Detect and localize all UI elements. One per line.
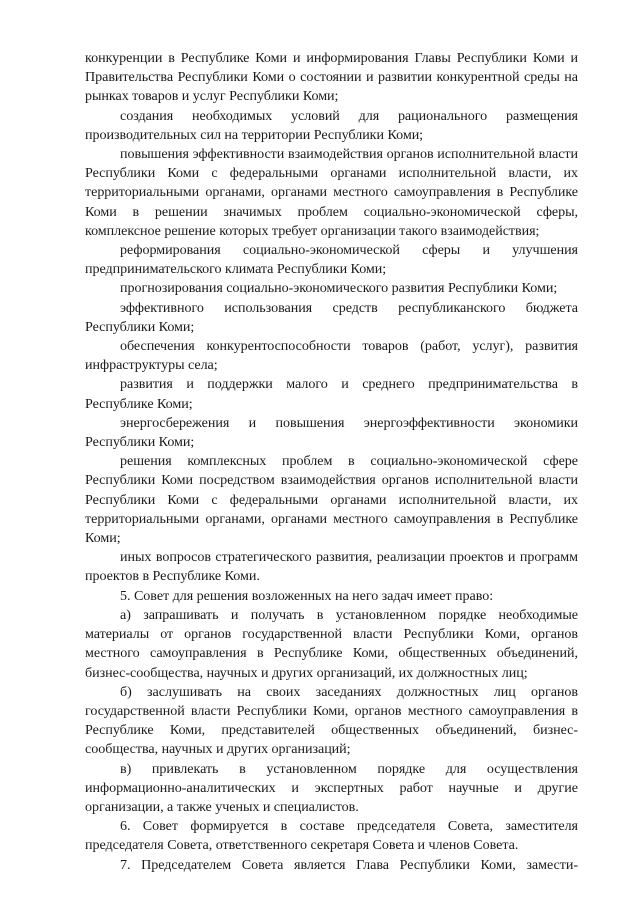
paragraph-item-b: б) заслушивать на своих заседаниях должностных лиц органов государственной власти Республики Коми, органов местного самоуправления в Республике Коми, представителей общественных объединений, бизнес-сообщества, научных и других организаций; (85, 683, 578, 758)
paragraph-complex-problems: решения комплексных проблем в социально-экономической сфере Республики Коми посредством взаимодействия органов исполнительной власти Республики Коми с федеральными органами исполнительной власти, их территориальными органами, органами местного самоуправления в Республике Коми; (85, 453, 578, 547)
paragraph-section-7: 7. Председателем Совета является Глава Республики Коми, замести- (120, 856, 578, 873)
paragraph-item-a: а) запрашивать и получать в установленном порядке необходимые материалы от органов государственной власти Республики Коми, органов местного самоуправления в Республике Коми, общественных объединений, бизнес-сообщества, научных и других организаций, их должностных лиц; (85, 606, 578, 681)
paragraph-section-5: 5. Совет для решения возложенных на него задач имеет право: (120, 587, 494, 604)
paragraph-energy-saving: энергосбережения и повышения энергоэффективности экономики Республики Коми; (85, 414, 578, 451)
paragraph-competitiveness: обеспечения конкурентоспособности товаров (работ, услуг), развития инфраструктуры села; (85, 338, 578, 374)
paragraph-budget-use: эффективного использования средств республиканского бюджета Республики Коми; (85, 299, 578, 335)
paragraph-forecasting: прогнозирования социально-экономического развития Республики Коми; (120, 280, 558, 297)
paragraph-item-c: в) привлекать в установленном порядке для осуществления информационно-аналитических и экспертных работ научные и другие организации, а также ученых и специалистов. (85, 760, 578, 815)
paragraph-continuation: конкуренции в Республике Коми и информирования Главы Республики Коми и Правительства Республики Коми о состоянии и развитии конкурентной среды на рынках товаров и услуг Республики Коми; (85, 50, 578, 105)
paragraph-strategic-issues: иных вопросов стратегического развития, реализации проектов и программ проектов в Республике Коми. (85, 549, 578, 585)
paragraph-placement-conditions: создания необходимых условий для рационального размещения производительных сил на территории Республики Коми; (85, 107, 578, 143)
paragraph-section-6: 6. Совет формируется в составе председателя Совета, заместителя председателя Совета, ответственного секретаря Совета и членов Совета. (85, 818, 578, 854)
document-body (85, 49, 578, 875)
paragraph-reform: реформирования социально-экономической сферы и улучшения предпринимательского климата Республики Коми; (85, 242, 578, 278)
paragraph-small-business: развития и поддержки малого и среднего предпринимательства в Республике Коми; (85, 376, 578, 412)
paragraph-interaction-efficiency: повышения эффективности взаимодействия органов исполнительной власти Республики Коми с федеральными органами исполнительной власти, их территориальными органами, органами местного самоуправления в Республике Коми в решении значимых проблем социально-экономической сферы, комплексное решение которых требует организации такого взаимодействия; (85, 146, 578, 239)
